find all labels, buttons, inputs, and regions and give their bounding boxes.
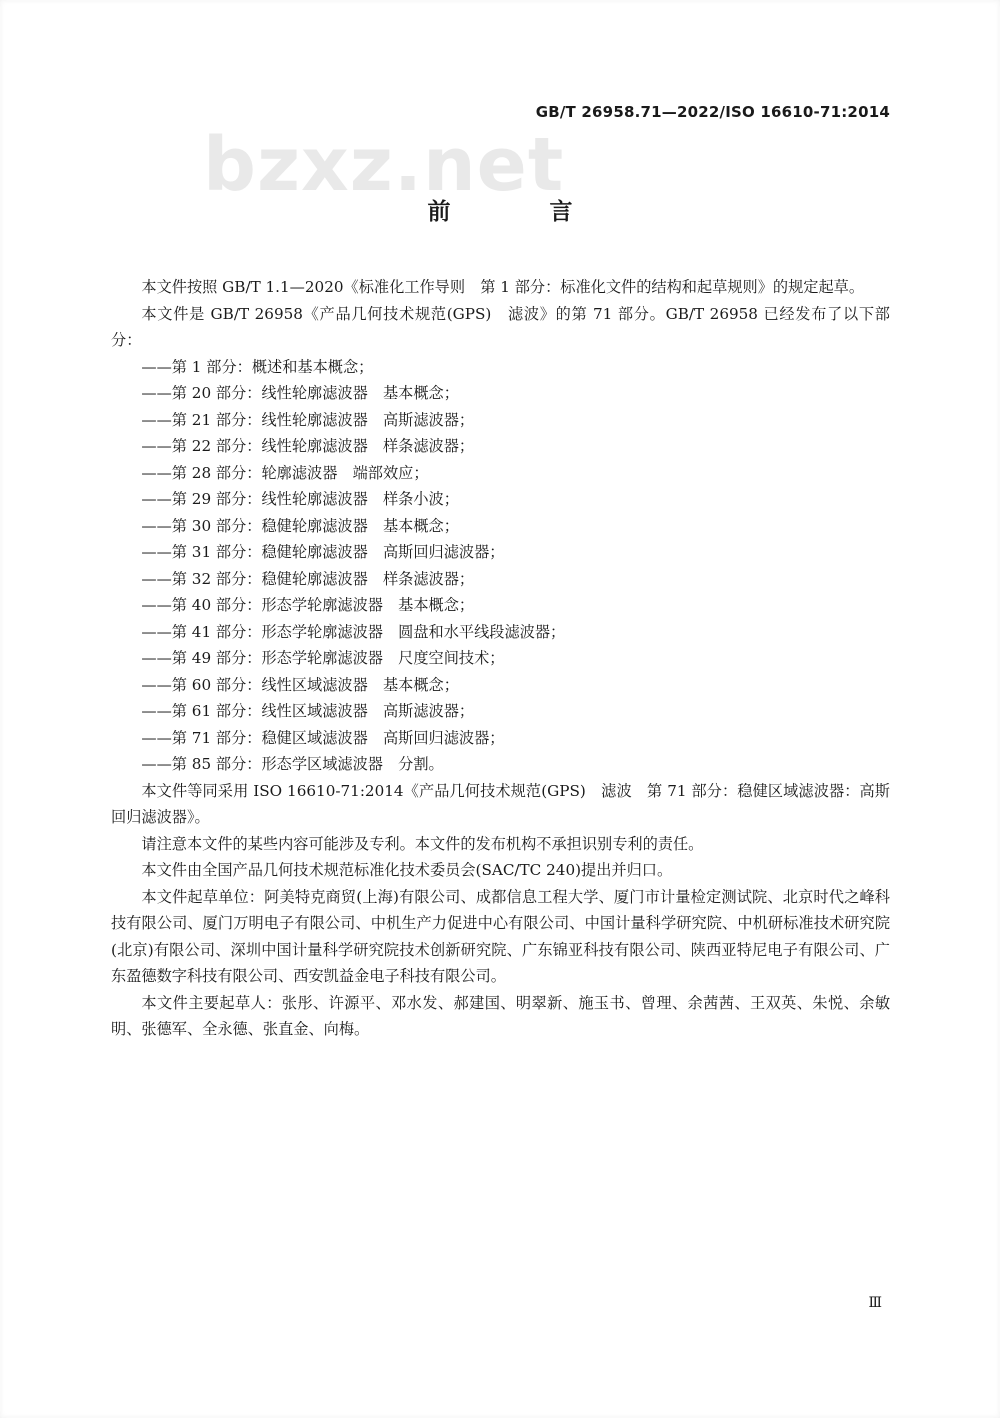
parts-list (111, 354, 890, 778)
paragraph-proposer: 本文件由全国产品几何技术规范标准化技术委员会(SAC/TC 240)提出并归口。 (141, 861, 673, 879)
list-item: ——第 28 部分：轮廓滤波器 端部效应； (141, 463, 429, 482)
list-item: ——第 21 部分：线性轮廓滤波器 高斯滤波器； (141, 410, 475, 429)
foreword-body (111, 274, 890, 1043)
standard-number-header: GB/T 26958.71—2022/ISO 16610-71:2014 (535, 103, 890, 121)
list-item: ——第 31 部分：稳健轮廓滤波器 高斯回归滤波器； (141, 543, 505, 561)
watermark: bzxz.net (203, 122, 565, 208)
list-item: ——第 41 部分：形态学轮廓滤波器 圆盘和水平线段滤波器； (141, 622, 566, 641)
list-item: ——第 22 部分：线性轮廓滤波器 样条滤波器； (141, 437, 475, 455)
list-item: ——第 20 部分：线性轮廓滤波器 基本概念； (141, 384, 459, 402)
list-item: ——第 29 部分：线性轮廓滤波器 样条小波； (141, 490, 459, 508)
list-item: ——第 61 部分：线性区域滤波器 高斯滤波器； (141, 702, 475, 720)
list-item: ——第 85 部分：形态学区域滤波器 分割。 (141, 755, 444, 773)
paragraph-patent-notice: 请注意本文件的某些内容可能涉及专利。本文件的发布机构不承担识别专利的责任。 (141, 834, 704, 853)
list-item: ——第 49 部分：形态学轮廓滤波器 尺度空间技术； (141, 649, 505, 667)
paragraph-drafting-units: 本文件起草单位：阿美特克商贸(上海)有限公司、成都信息工程大学、厦门市计量检定测试院、北京时代之峰科技有限公司、厦门万明电子有限公司、中机生产力促进中心有限公司、中国计量科学研究院、中机研标准技术研究院(北京)有限公司、深圳中国计量科学研究院技术创新研究院、广东锦亚科技有限公司、陕西亚特尼电子有限公司、广东盈德数字科技有限公司、西安凯益金电子科技有限公司。 (111, 887, 890, 985)
paragraph-equivalence: 本文件等同采用 ISO 16610-71:2014《产品几何技术规范(GPS) 滤波 第 71 部分：稳健区域滤波器：高斯回归滤波器》。 (111, 781, 890, 826)
list-item: ——第 32 部分：稳健轮廓滤波器 样条滤波器； (141, 569, 475, 588)
paragraph-drafting-rules: 本文件按照 GB/T 1.1—2020《标准化工作导则 第 1 部分：标准化文件的结构和起草规则》的规定起草。 (141, 278, 865, 296)
list-item: ——第 1 部分：概述和基本概念； (141, 357, 374, 376)
paragraph-series-intro: 本文件是 GB/T 26958《产品几何技术规范(GPS) 滤波》的第 71 部分。GB/T 26958 已经发布了以下部分： (111, 304, 890, 349)
paragraph-drafters: 本文件主要起草人：张彤、许源平、邓水发、郝建国、明翠新、施玉书、曾理、余茜茜、王双英、朱悦、余敏明、张德军、全永德、张直金、向梅。 (111, 993, 890, 1038)
list-item: ——第 60 部分：线性区域滤波器 基本概念； (141, 675, 459, 694)
list-item: ——第 40 部分：形态学轮廓滤波器 基本概念； (141, 596, 475, 614)
page-title: 前 言 (427, 199, 611, 225)
list-item: ——第 30 部分：稳健轮廓滤波器 基本概念； (141, 516, 459, 535)
page-number: Ⅲ (868, 1295, 882, 1311)
list-item: ——第 71 部分：稳健区域滤波器 高斯回归滤波器； (141, 728, 505, 747)
